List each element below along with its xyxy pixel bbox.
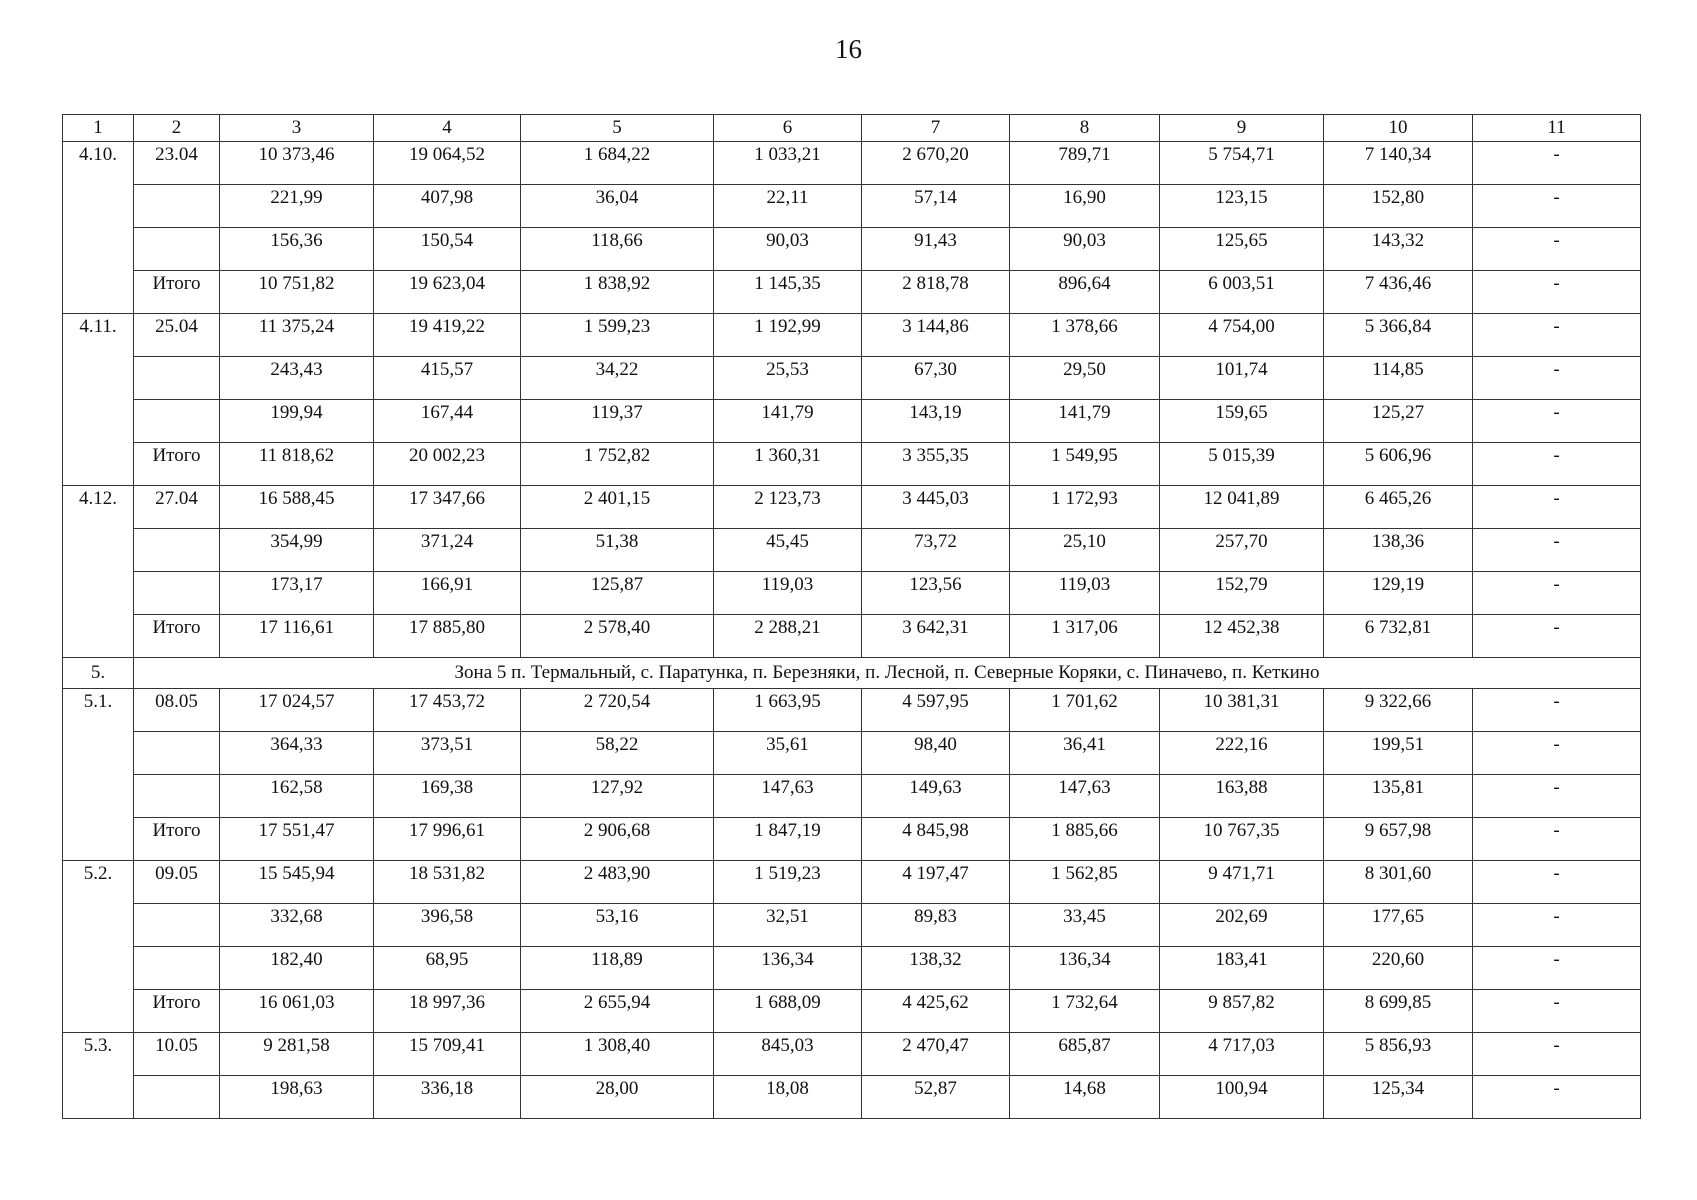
value-cell: 15 545,94: [220, 861, 374, 904]
value-cell: 9 657,98: [1324, 818, 1473, 861]
value-cell: 14,68: [1010, 1076, 1160, 1119]
value-cell: 1 172,93: [1010, 486, 1160, 529]
value-cell: 336,18: [374, 1076, 521, 1119]
value-cell: 123,15: [1160, 185, 1324, 228]
value-cell: -: [1473, 271, 1641, 314]
value-cell: 138,32: [862, 947, 1010, 990]
value-cell: 125,87: [521, 572, 714, 615]
value-cell: 1 838,92: [521, 271, 714, 314]
value-cell: 5 856,93: [1324, 1033, 1473, 1076]
column-header: 3: [220, 115, 374, 142]
value-cell: 4 425,62: [862, 990, 1010, 1033]
value-cell: 17 116,61: [220, 615, 374, 658]
value-cell: 136,34: [1010, 947, 1160, 990]
value-cell: 4 197,47: [862, 861, 1010, 904]
table-row: [63, 400, 1641, 443]
value-cell: 19 419,22: [374, 314, 521, 357]
zone-row: [63, 658, 1641, 689]
value-cell: 3 445,03: [862, 486, 1010, 529]
value-cell: 98,40: [862, 732, 1010, 775]
value-cell: 1 192,99: [714, 314, 862, 357]
value-cell: 17 453,72: [374, 689, 521, 732]
value-cell: 4 845,98: [862, 818, 1010, 861]
item-number: 5.2.: [63, 861, 134, 1033]
value-cell: 371,24: [374, 529, 521, 572]
value-cell: 199,51: [1324, 732, 1473, 775]
value-cell: 147,63: [714, 775, 862, 818]
value-cell: 220,60: [1324, 947, 1473, 990]
value-cell: 67,30: [862, 357, 1010, 400]
value-cell: -: [1473, 529, 1641, 572]
value-cell: 5 366,84: [1324, 314, 1473, 357]
value-cell: 10 767,35: [1160, 818, 1324, 861]
value-cell: 53,16: [521, 904, 714, 947]
value-cell: 91,43: [862, 228, 1010, 271]
value-cell: 9 322,66: [1324, 689, 1473, 732]
value-cell: 5 754,71: [1160, 142, 1324, 185]
value-cell: 1 033,21: [714, 142, 862, 185]
value-cell: 182,40: [220, 947, 374, 990]
value-cell: 2 470,47: [862, 1033, 1010, 1076]
value-cell: 143,19: [862, 400, 1010, 443]
table-row: [63, 904, 1641, 947]
value-cell: 156,36: [220, 228, 374, 271]
value-cell: 2 123,73: [714, 486, 862, 529]
table-row: [63, 314, 1641, 357]
value-cell: 119,37: [521, 400, 714, 443]
value-cell: 6 732,81: [1324, 615, 1473, 658]
value-cell: 123,56: [862, 572, 1010, 615]
value-cell: -: [1473, 142, 1641, 185]
table-row: [63, 775, 1641, 818]
value-cell: 10 381,31: [1160, 689, 1324, 732]
value-cell: 173,17: [220, 572, 374, 615]
row-label: [134, 775, 220, 818]
value-cell: 136,34: [714, 947, 862, 990]
page-number: 16: [835, 34, 862, 64]
column-header: 5: [521, 115, 714, 142]
value-cell: 20 002,23: [374, 443, 521, 486]
value-cell: 12 041,89: [1160, 486, 1324, 529]
value-cell: 18,08: [714, 1076, 862, 1119]
column-header: 8: [1010, 115, 1160, 142]
value-cell: 25,10: [1010, 529, 1160, 572]
value-cell: 2 655,94: [521, 990, 714, 1033]
value-cell: 4 597,95: [862, 689, 1010, 732]
table-body: [63, 115, 1641, 1119]
value-cell: 149,63: [862, 775, 1010, 818]
value-cell: 2 483,90: [521, 861, 714, 904]
header-row: [63, 115, 1641, 142]
value-cell: -: [1473, 689, 1641, 732]
value-cell: -: [1473, 904, 1641, 947]
value-cell: 36,41: [1010, 732, 1160, 775]
table-row: [63, 443, 1641, 486]
table-row: [63, 615, 1641, 658]
value-cell: 243,43: [220, 357, 374, 400]
value-cell: 10 751,82: [220, 271, 374, 314]
value-cell: 16,90: [1010, 185, 1160, 228]
value-cell: 138,36: [1324, 529, 1473, 572]
value-cell: 129,19: [1324, 572, 1473, 615]
value-cell: 685,87: [1010, 1033, 1160, 1076]
value-cell: 17 347,66: [374, 486, 521, 529]
table-row: [63, 1033, 1641, 1076]
value-cell: 199,94: [220, 400, 374, 443]
total-label: Итого: [134, 615, 220, 658]
data-table: [62, 114, 1641, 1119]
value-cell: 2 720,54: [521, 689, 714, 732]
value-cell: 35,61: [714, 732, 862, 775]
row-label: [134, 400, 220, 443]
item-number: 4.11.: [63, 314, 134, 486]
value-cell: 125,27: [1324, 400, 1473, 443]
table-row: [63, 486, 1641, 529]
value-cell: 1 360,31: [714, 443, 862, 486]
value-cell: -: [1473, 947, 1641, 990]
value-cell: 34,22: [521, 357, 714, 400]
value-cell: 354,99: [220, 529, 374, 572]
value-cell: 7 436,46: [1324, 271, 1473, 314]
item-number: 4.10.: [63, 142, 134, 314]
value-cell: 3 642,31: [862, 615, 1010, 658]
item-number: 5.1.: [63, 689, 134, 861]
value-cell: 1 732,64: [1010, 990, 1160, 1033]
value-cell: 101,74: [1160, 357, 1324, 400]
value-cell: -: [1473, 615, 1641, 658]
value-cell: 1 599,23: [521, 314, 714, 357]
value-cell: 2 578,40: [521, 615, 714, 658]
value-cell: -: [1473, 732, 1641, 775]
value-cell: 141,79: [1010, 400, 1160, 443]
value-cell: 407,98: [374, 185, 521, 228]
value-cell: 147,63: [1010, 775, 1160, 818]
value-cell: 6 003,51: [1160, 271, 1324, 314]
value-cell: 17 996,61: [374, 818, 521, 861]
column-header: 9: [1160, 115, 1324, 142]
value-cell: 177,65: [1324, 904, 1473, 947]
table-row: [63, 689, 1641, 732]
value-cell: 141,79: [714, 400, 862, 443]
row-label: [134, 904, 220, 947]
value-cell: 32,51: [714, 904, 862, 947]
column-header: 10: [1324, 115, 1473, 142]
value-cell: 332,68: [220, 904, 374, 947]
value-cell: -: [1473, 775, 1641, 818]
row-label: [134, 228, 220, 271]
table-row: [63, 572, 1641, 615]
value-cell: 57,14: [862, 185, 1010, 228]
column-header: 2: [134, 115, 220, 142]
column-header: 4: [374, 115, 521, 142]
value-cell: 90,03: [1010, 228, 1160, 271]
value-cell: 51,38: [521, 529, 714, 572]
value-cell: 896,64: [1010, 271, 1160, 314]
zone-title: Зона 5 п. Термальный, с. Паратунка, п. Березняки, п. Лесной, п. Северные Коряки, с. Пиначево, п. Кеткино: [134, 658, 1641, 689]
value-cell: 100,94: [1160, 1076, 1324, 1119]
value-cell: 1 847,19: [714, 818, 862, 861]
value-cell: 5 606,96: [1324, 443, 1473, 486]
value-cell: -: [1473, 228, 1641, 271]
value-cell: -: [1473, 357, 1641, 400]
value-cell: 845,03: [714, 1033, 862, 1076]
zone-number: 5.: [63, 658, 134, 689]
row-label: [134, 732, 220, 775]
value-cell: 1 317,06: [1010, 615, 1160, 658]
value-cell: 2 670,20: [862, 142, 1010, 185]
value-cell: -: [1473, 400, 1641, 443]
value-cell: 1 308,40: [521, 1033, 714, 1076]
value-cell: 1 752,82: [521, 443, 714, 486]
value-cell: 9 857,82: [1160, 990, 1324, 1033]
value-cell: 7 140,34: [1324, 142, 1473, 185]
table-row: [63, 732, 1641, 775]
column-header: 11: [1473, 115, 1641, 142]
value-cell: 8 301,60: [1324, 861, 1473, 904]
value-cell: 3 355,35: [862, 443, 1010, 486]
value-cell: 1 684,22: [521, 142, 714, 185]
value-cell: 150,54: [374, 228, 521, 271]
value-cell: 222,16: [1160, 732, 1324, 775]
value-cell: 143,32: [1324, 228, 1473, 271]
value-cell: 17 551,47: [220, 818, 374, 861]
item-date: 10.05: [134, 1033, 220, 1076]
value-cell: 4 717,03: [1160, 1033, 1324, 1076]
value-cell: 789,71: [1010, 142, 1160, 185]
value-cell: 15 709,41: [374, 1033, 521, 1076]
value-cell: 159,65: [1160, 400, 1324, 443]
value-cell: 17 024,57: [220, 689, 374, 732]
column-header: 7: [862, 115, 1010, 142]
value-cell: 52,87: [862, 1076, 1010, 1119]
value-cell: 22,11: [714, 185, 862, 228]
value-cell: 1 663,95: [714, 689, 862, 732]
value-cell: 16 061,03: [220, 990, 374, 1033]
value-cell: 167,44: [374, 400, 521, 443]
value-cell: 1 688,09: [714, 990, 862, 1033]
value-cell: 9 471,71: [1160, 861, 1324, 904]
value-cell: 1 145,35: [714, 271, 862, 314]
value-cell: 2 401,15: [521, 486, 714, 529]
table-row: [63, 142, 1641, 185]
value-cell: 135,81: [1324, 775, 1473, 818]
value-cell: 152,79: [1160, 572, 1324, 615]
value-cell: -: [1473, 818, 1641, 861]
value-cell: 25,53: [714, 357, 862, 400]
value-cell: -: [1473, 861, 1641, 904]
value-cell: 90,03: [714, 228, 862, 271]
value-cell: 36,04: [521, 185, 714, 228]
value-cell: 18 997,36: [374, 990, 521, 1033]
item-date: 25.04: [134, 314, 220, 357]
value-cell: 166,91: [374, 572, 521, 615]
value-cell: 1 549,95: [1010, 443, 1160, 486]
value-cell: -: [1473, 1076, 1641, 1119]
table-row: [63, 818, 1641, 861]
value-cell: 118,66: [521, 228, 714, 271]
table-row: [63, 947, 1641, 990]
column-header: 1: [63, 115, 134, 142]
value-cell: -: [1473, 486, 1641, 529]
value-cell: 127,92: [521, 775, 714, 818]
value-cell: 19 064,52: [374, 142, 521, 185]
value-cell: -: [1473, 572, 1641, 615]
value-cell: 183,41: [1160, 947, 1324, 990]
value-cell: -: [1473, 443, 1641, 486]
value-cell: 162,58: [220, 775, 374, 818]
value-cell: 396,58: [374, 904, 521, 947]
table-row: [63, 529, 1641, 572]
total-label: Итого: [134, 818, 220, 861]
column-header: 6: [714, 115, 862, 142]
value-cell: 33,45: [1010, 904, 1160, 947]
value-cell: 29,50: [1010, 357, 1160, 400]
value-cell: 415,57: [374, 357, 521, 400]
total-label: Итого: [134, 990, 220, 1033]
value-cell: 11 818,62: [220, 443, 374, 486]
item-number: 5.3.: [63, 1033, 134, 1119]
table-row: [63, 990, 1641, 1033]
value-cell: -: [1473, 990, 1641, 1033]
value-cell: 163,88: [1160, 775, 1324, 818]
total-label: Итого: [134, 443, 220, 486]
value-cell: -: [1473, 314, 1641, 357]
row-label: [134, 529, 220, 572]
item-date: 09.05: [134, 861, 220, 904]
value-cell: 198,63: [220, 1076, 374, 1119]
value-cell: -: [1473, 185, 1641, 228]
value-cell: 11 375,24: [220, 314, 374, 357]
table-row: [63, 228, 1641, 271]
value-cell: 1 562,85: [1010, 861, 1160, 904]
value-cell: 3 144,86: [862, 314, 1010, 357]
value-cell: 9 281,58: [220, 1033, 374, 1076]
value-cell: 10 373,46: [220, 142, 374, 185]
value-cell: 45,45: [714, 529, 862, 572]
value-cell: 1 885,66: [1010, 818, 1160, 861]
value-cell: 118,89: [521, 947, 714, 990]
row-label: [134, 572, 220, 615]
row-label: [134, 947, 220, 990]
value-cell: 257,70: [1160, 529, 1324, 572]
row-label: [134, 1076, 220, 1119]
table-row: [63, 861, 1641, 904]
value-cell: 16 588,45: [220, 486, 374, 529]
value-cell: 17 885,80: [374, 615, 521, 658]
value-cell: 125,34: [1324, 1076, 1473, 1119]
table-row: [63, 185, 1641, 228]
row-label: [134, 357, 220, 400]
value-cell: 373,51: [374, 732, 521, 775]
item-date: 23.04: [134, 142, 220, 185]
value-cell: 18 531,82: [374, 861, 521, 904]
table-row: [63, 357, 1641, 400]
value-cell: 119,03: [1010, 572, 1160, 615]
value-cell: 152,80: [1324, 185, 1473, 228]
value-cell: 2 288,21: [714, 615, 862, 658]
total-label: Итого: [134, 271, 220, 314]
value-cell: 2 906,68: [521, 818, 714, 861]
value-cell: 119,03: [714, 572, 862, 615]
item-date: 08.05: [134, 689, 220, 732]
value-cell: 125,65: [1160, 228, 1324, 271]
value-cell: 1 519,23: [714, 861, 862, 904]
item-number: 4.12.: [63, 486, 134, 658]
table-row: [63, 271, 1641, 314]
value-cell: 169,38: [374, 775, 521, 818]
value-cell: 2 818,78: [862, 271, 1010, 314]
value-cell: 68,95: [374, 947, 521, 990]
value-cell: 1 701,62: [1010, 689, 1160, 732]
table-row: [63, 1076, 1641, 1119]
item-date: 27.04: [134, 486, 220, 529]
row-label: [134, 185, 220, 228]
value-cell: 73,72: [862, 529, 1010, 572]
value-cell: 8 699,85: [1324, 990, 1473, 1033]
value-cell: 202,69: [1160, 904, 1324, 947]
value-cell: -: [1473, 1033, 1641, 1076]
value-cell: 114,85: [1324, 357, 1473, 400]
value-cell: 6 465,26: [1324, 486, 1473, 529]
value-cell: 58,22: [521, 732, 714, 775]
value-cell: 364,33: [220, 732, 374, 775]
value-cell: 19 623,04: [374, 271, 521, 314]
value-cell: 1 378,66: [1010, 314, 1160, 357]
value-cell: 5 015,39: [1160, 443, 1324, 486]
value-cell: 89,83: [862, 904, 1010, 947]
value-cell: 12 452,38: [1160, 615, 1324, 658]
value-cell: 28,00: [521, 1076, 714, 1119]
value-cell: 4 754,00: [1160, 314, 1324, 357]
value-cell: 221,99: [220, 185, 374, 228]
